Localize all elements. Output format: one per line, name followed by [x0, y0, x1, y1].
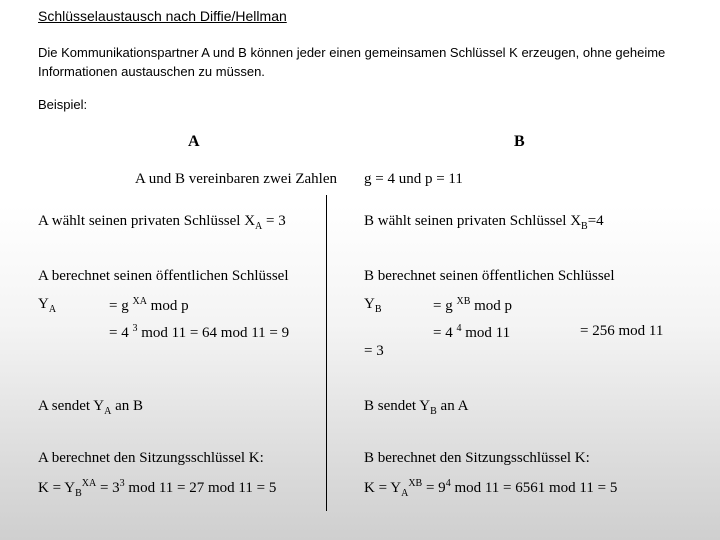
a-public-key-label: $Y_A$ — [38, 296, 57, 315]
b-private-key: B wählt seinen privaten Schlüssel $X_B=4$ — [364, 213, 604, 232]
a-public-key-heading: A berechnet seinen öffentlichen Schlüssel — [38, 268, 289, 284]
party-b-heading: B — [514, 133, 525, 150]
b-sends: B sendet $Y_B$ an A — [364, 398, 469, 417]
b-session-key-heading: B berechnet den Sitzungsschlüssel K: — [364, 450, 590, 466]
b-public-key-result: = 256 mod 11 — [580, 323, 664, 339]
a-session-key-heading: A berechnet den Sitzungsschlüssel K: — [38, 450, 264, 466]
a-public-key-calculation: = 4 $^3$ mod 11 = 64 mod 11 = 9 — [109, 323, 290, 341]
b-public-key-heading: B berechnet seinen öffentlichen Schlüssel — [364, 268, 615, 284]
page-title: Schlüsselaustausch nach Diffie/Hellman — [38, 8, 287, 24]
a-private-key: A wählt seinen privaten Schlüssel $X_A = 3$ — [38, 213, 286, 232]
agreement-text: A und B vereinbaren zwei Zahlen — [135, 171, 338, 187]
b-public-key-final: = 3 — [364, 343, 384, 359]
intro-text: Die Kommunikationspartner A und B können jeder einen gemeinsamen Schlüssel K erzeugen, ohne geheime Informationen austauschen zu müssen. — [38, 45, 666, 79]
b-session-key-calculation: $K = Y_A^{XB} = 9^4$ mod 11 = 6561 mod 11 = 5 — [364, 478, 618, 499]
column-divider — [326, 195, 327, 511]
b-public-key-formula: = g $^{XB}$ mod p — [433, 296, 513, 314]
party-a-heading: A — [188, 133, 200, 150]
example-label: Beispiel: — [38, 97, 88, 112]
a-session-key-calculation: $K = Y_B^{XA} = 3^3$ mod 11 = 27 mod 11 = 5 — [38, 478, 277, 499]
a-public-key-formula: = g $^{XA}$ mod p — [109, 296, 189, 314]
agreement-values: g = 4 und p = 11 — [364, 171, 463, 187]
a-sends: A sendet $Y_A$ an B — [38, 398, 144, 417]
b-public-key-label: $Y_B$ — [364, 296, 382, 315]
b-public-key-calculation: = 4 $^4$ mod 11 — [433, 323, 511, 341]
